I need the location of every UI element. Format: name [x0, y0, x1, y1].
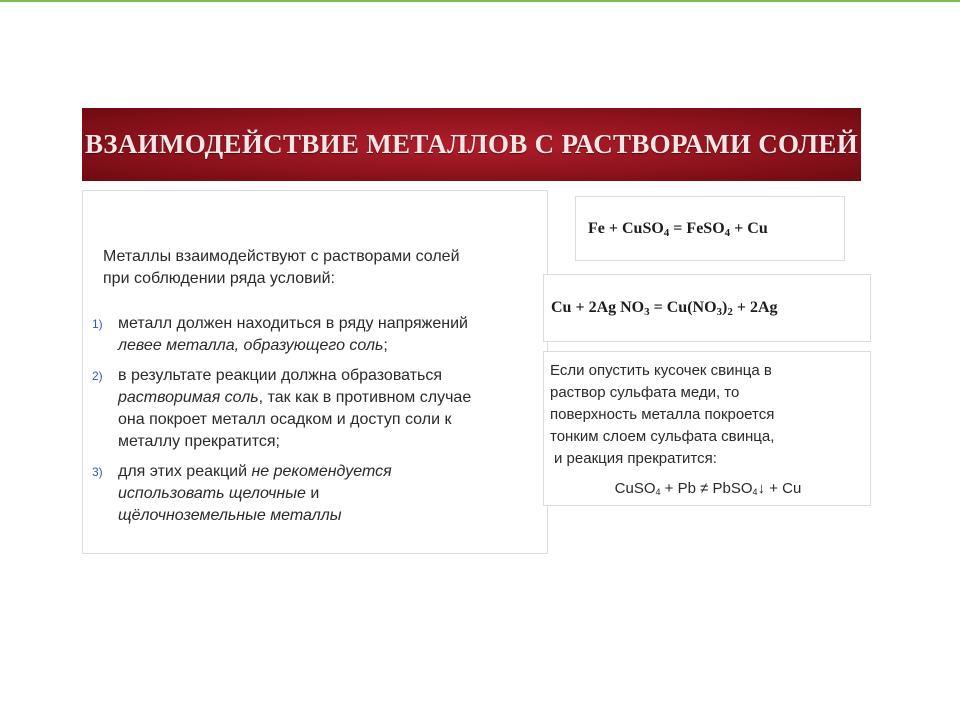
eq-part: Cu + 2Ag NO: [551, 299, 645, 316]
intro-line: при соблюдении ряда условий:: [103, 270, 335, 287]
eq-part: = FeSO: [669, 219, 725, 237]
conditions-panel: [82, 190, 548, 554]
condition-line: она покроет металл осадком и доступ соли к: [118, 411, 452, 428]
condition-text: ;: [383, 337, 388, 354]
condition-item: [83, 365, 549, 453]
condition-item: [83, 313, 549, 357]
title-banner: [82, 108, 861, 181]
equation-cu-agno3: [551, 299, 778, 317]
eq-part: + Cu: [730, 219, 768, 237]
condition-emphasis: растворимая соль: [118, 389, 259, 406]
equation-box-cu: [543, 274, 871, 342]
top-accent-line: [0, 0, 960, 2]
condition-text: для этих реакций: [118, 463, 252, 480]
condition-line: [118, 335, 549, 357]
eq-part: ↓ + Cu: [757, 480, 802, 497]
condition-emphasis: использовать щелочные: [118, 485, 306, 502]
note-line: и реакция прекратится:: [554, 450, 717, 467]
note-line: поверхность металла покроется: [550, 406, 775, 423]
eq-subscript: 4: [752, 487, 758, 497]
slide-title: ВЗАИМОДЕЙСТВИЕ МЕТАЛЛОВ С РАСТВОРАМИ СОЛЕЙ: [84, 129, 859, 159]
note-text: [550, 360, 866, 470]
condition-line: [118, 387, 549, 409]
eq-part: ): [722, 299, 728, 316]
eq-part: + Pb ≠ PbSO: [660, 480, 753, 497]
condition-emphasis: левее металла, образующего соль: [118, 337, 384, 354]
condition-number: 2): [92, 369, 103, 383]
note-line: раствор сульфата меди, то: [550, 384, 740, 401]
condition-text: и: [305, 485, 320, 502]
note-line: Если опустить кусочек свинца в: [550, 362, 772, 379]
eq-subscript: 3: [644, 306, 650, 318]
note-line: тонким слоем сульфата свинца,: [550, 428, 775, 445]
eq-subscript: 4: [663, 226, 670, 239]
condition-number: 3): [92, 465, 103, 479]
eq-subscript: 4: [724, 226, 731, 239]
eq-part: + 2Ag: [732, 299, 778, 316]
condition-line: щёлочноземельные металлы: [118, 507, 342, 524]
equation-cuso4-pb: [544, 480, 872, 497]
eq-subscript: 2: [727, 306, 733, 318]
eq-subscript: 3: [716, 306, 723, 318]
lead-note-box: [543, 351, 871, 506]
condition-item: [83, 461, 549, 527]
condition-line: металл должен находиться в ряду напряжений: [118, 315, 468, 332]
condition-number: 1): [92, 317, 103, 331]
condition-line: [118, 483, 549, 505]
condition-line: в результате реакции должна образоваться: [118, 367, 443, 384]
eq-part: = Cu(NO: [649, 299, 717, 316]
intro-text: [103, 246, 533, 290]
conditions-list: [83, 313, 549, 535]
condition-text: , так как в противном случае: [258, 389, 472, 406]
eq-part: Fe + CuSO: [588, 219, 664, 237]
intro-line: Металлы взаимодействуют с растворами солей: [103, 248, 460, 265]
eq-subscript: 4: [655, 487, 661, 497]
condition-line: металлу прекратится;: [118, 433, 280, 450]
eq-part: CuSO: [614, 480, 656, 497]
condition-line: [118, 461, 549, 483]
equation-fe-cuso4: [588, 220, 768, 238]
condition-emphasis: не рекомендуется: [251, 463, 392, 480]
equation-box-fe: [575, 196, 845, 261]
